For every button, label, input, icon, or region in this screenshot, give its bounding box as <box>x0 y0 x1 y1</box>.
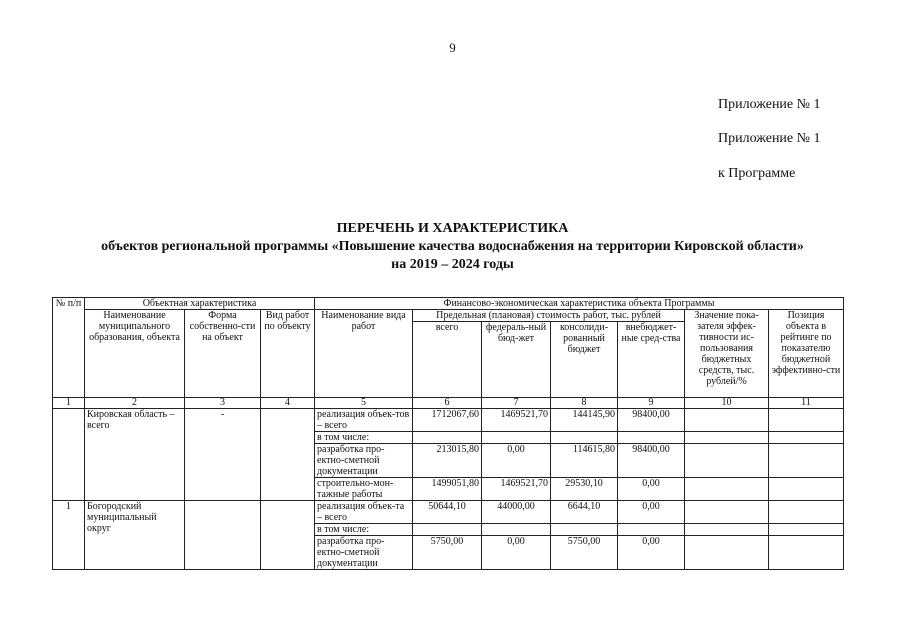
column-number: 4 <box>261 398 315 409</box>
objects-table <box>52 297 844 570</box>
value-federal <box>482 432 551 444</box>
work-name: разработка про-ектно-сметной документации <box>315 536 413 570</box>
value-federal: 1469521,70 <box>482 478 551 501</box>
column-number: 7 <box>482 398 551 409</box>
row-num: 1 <box>53 501 85 570</box>
value-extrabudget: 0,00 <box>618 536 685 570</box>
column-number: 6 <box>413 398 482 409</box>
col-group-object: Объектная характеристика <box>85 298 315 310</box>
appendix-line-2: Приложение № 1 <box>718 131 821 146</box>
value-rating <box>769 536 844 570</box>
col-header-municipality: Наименование муниципального образования, объекта <box>85 310 185 398</box>
col-group-finance: Финансово-экономическая характеристика объекта Программы <box>315 298 844 310</box>
work-name: реализация объек-тов – всего <box>315 409 413 432</box>
value-extrabudget <box>618 524 685 536</box>
value-consolidated: 144145,90 <box>551 409 618 432</box>
value-consolidated: 29530,10 <box>551 478 618 501</box>
value-extrabudget: 0,00 <box>618 501 685 524</box>
document-period: на 2019 – 2024 годы <box>391 257 514 272</box>
value-rating <box>769 501 844 524</box>
value-federal: 0,00 <box>482 444 551 478</box>
value-indicator <box>685 478 769 501</box>
col-header-consolidated: консолиди-рованный бюджет <box>551 322 618 398</box>
table-row <box>53 501 844 524</box>
column-number: 2 <box>85 398 185 409</box>
value-indicator <box>685 409 769 432</box>
col-header-extrabudget: внебюджет-ные сред-ства <box>618 322 685 398</box>
column-number: 10 <box>685 398 769 409</box>
document-subtitle: объектов региональной программы «Повышение качества водоснабжения на территории Кировской области» <box>101 239 804 254</box>
municipality-name: Богородский муниципальный округ <box>85 501 185 570</box>
column-number: 1 <box>53 398 85 409</box>
work-name: строительно-мон-тажные работы <box>315 478 413 501</box>
ownership-cell <box>185 501 261 570</box>
value-federal: 0,00 <box>482 536 551 570</box>
municipality-name: Кировская область – всего <box>85 409 185 501</box>
col-header-ownership: Форма собственно-сти на объект <box>185 310 261 398</box>
value-indicator <box>685 444 769 478</box>
value-rating <box>769 444 844 478</box>
value-total: 50644,10 <box>413 501 482 524</box>
page-number: 9 <box>449 40 456 55</box>
value-extrabudget: 0,00 <box>618 478 685 501</box>
value-federal: 44000,00 <box>482 501 551 524</box>
work-name: разработка про-ектно-сметной документации <box>315 444 413 478</box>
appendix-line-3: к Программе <box>718 166 796 181</box>
ownership-cell: - <box>185 409 261 501</box>
document-title: ПЕРЕЧЕНЬ И ХАРАКТЕРИСТИКА <box>336 221 569 236</box>
value-rating <box>769 432 844 444</box>
value-indicator <box>685 432 769 444</box>
col-header-total: всего <box>413 322 482 398</box>
value-consolidated: 5750,00 <box>551 536 618 570</box>
value-total <box>413 524 482 536</box>
value-total: 5750,00 <box>413 536 482 570</box>
col-header-indicator: Значение пока-зателя эффек-тивности ис-пользования бюджетных средств, тыс. рублей/% <box>685 310 769 398</box>
value-rating <box>769 409 844 432</box>
work-kind-cell <box>261 409 315 501</box>
work-name: реализация объек-та – всего <box>315 501 413 524</box>
table-row <box>53 409 844 432</box>
value-total: 213015,80 <box>413 444 482 478</box>
column-number: 11 <box>769 398 844 409</box>
value-extrabudget: 98400,00 <box>618 409 685 432</box>
col-header-work-kind: Вид работ по объекту <box>261 310 315 398</box>
value-federal: 1469521,70 <box>482 409 551 432</box>
value-extrabudget <box>618 432 685 444</box>
value-total: 1499051,80 <box>413 478 482 501</box>
column-number: 5 <box>315 398 413 409</box>
work-kind-cell <box>261 501 315 570</box>
col-group-cost: Предельная (плановая) стоимость работ, тыс. рублей <box>413 310 685 322</box>
value-extrabudget: 98400,00 <box>618 444 685 478</box>
value-consolidated <box>551 524 618 536</box>
value-indicator <box>685 524 769 536</box>
col-header-rating: Позиция объекта в рейтинге по показателю бюджетной эффективно-сти <box>769 310 844 398</box>
appendix-line-1: Приложение № 1 <box>718 97 821 112</box>
column-number: 8 <box>551 398 618 409</box>
value-consolidated: 6644,10 <box>551 501 618 524</box>
work-name: в том числе: <box>315 524 413 536</box>
col-header-num: № п/п <box>53 298 85 398</box>
value-total: 1712067,60 <box>413 409 482 432</box>
col-header-federal: федераль-ный бюд-жет <box>482 322 551 398</box>
value-indicator <box>685 501 769 524</box>
row-num <box>53 409 85 501</box>
column-number: 3 <box>185 398 261 409</box>
value-consolidated <box>551 432 618 444</box>
value-rating <box>769 478 844 501</box>
column-number: 9 <box>618 398 685 409</box>
value-total <box>413 432 482 444</box>
work-name: в том числе: <box>315 432 413 444</box>
value-consolidated: 114615,80 <box>551 444 618 478</box>
value-indicator <box>685 536 769 570</box>
value-rating <box>769 524 844 536</box>
column-number-row <box>53 398 844 409</box>
value-federal <box>482 524 551 536</box>
col-header-work-name: Наименование вида работ <box>315 310 413 398</box>
